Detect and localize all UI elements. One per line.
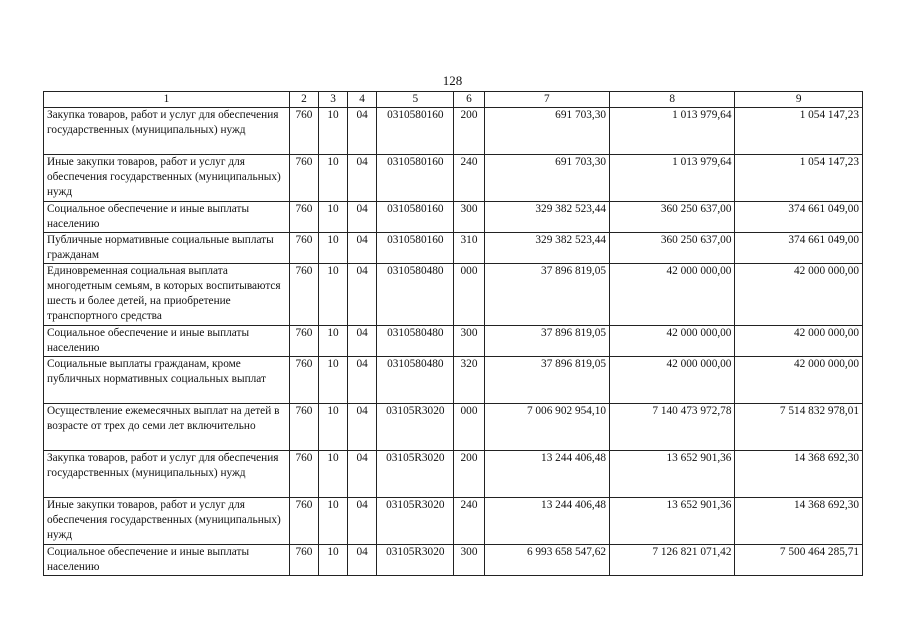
cell-expense-type: 200 xyxy=(454,451,484,498)
cell-target-article: 0310580160 xyxy=(377,233,454,264)
cell-section: 10 xyxy=(318,451,347,498)
cell-ministry-code: 760 xyxy=(289,326,318,357)
cell-target-article: 03105R3020 xyxy=(377,404,454,451)
table-row xyxy=(44,202,863,233)
cell-amount-col9: 1 054 147,23 xyxy=(735,108,863,155)
cell-expense-type: 240 xyxy=(454,155,484,202)
column-header: 1 xyxy=(44,92,290,108)
row-name: Публичные нормативные социальные выплаты гражданам xyxy=(44,233,290,264)
cell-subsection: 04 xyxy=(348,108,377,155)
cell-ministry-code: 760 xyxy=(289,498,318,545)
cell-amount-col8: 42 000 000,00 xyxy=(610,326,735,357)
cell-amount-col8: 1 013 979,64 xyxy=(610,155,735,202)
cell-expense-type: 320 xyxy=(454,357,484,404)
cell-target-article: 03105R3020 xyxy=(377,545,454,576)
cell-section: 10 xyxy=(318,545,347,576)
table-row xyxy=(44,326,863,357)
cell-section: 10 xyxy=(318,108,347,155)
column-header: 8 xyxy=(610,92,735,108)
cell-target-article: 0310580160 xyxy=(377,202,454,233)
column-header: 6 xyxy=(454,92,484,108)
cell-section: 10 xyxy=(318,498,347,545)
cell-amount-col8: 42 000 000,00 xyxy=(610,264,735,326)
cell-ministry-code: 760 xyxy=(289,155,318,202)
cell-ministry-code: 760 xyxy=(289,451,318,498)
column-header: 5 xyxy=(377,92,454,108)
cell-expense-type: 200 xyxy=(454,108,484,155)
row-name: Осуществление ежемесячных выплат на детей в возрасте от трех до семи лет включительно xyxy=(44,404,290,451)
cell-section: 10 xyxy=(318,404,347,451)
cell-expense-type: 310 xyxy=(454,233,484,264)
column-header: 3 xyxy=(318,92,347,108)
cell-amount-col9: 1 054 147,23 xyxy=(735,155,863,202)
cell-expense-type: 240 xyxy=(454,498,484,545)
cell-expense-type: 000 xyxy=(454,404,484,451)
cell-amount-col7: 691 703,30 xyxy=(484,108,609,155)
row-name: Социальное обеспечение и иные выплаты населению xyxy=(44,202,290,233)
cell-section: 10 xyxy=(318,357,347,404)
budget-table xyxy=(43,91,863,576)
cell-amount-col9: 14 368 692,30 xyxy=(735,451,863,498)
header-row xyxy=(44,92,863,108)
cell-amount-col9: 14 368 692,30 xyxy=(735,498,863,545)
cell-ministry-code: 760 xyxy=(289,404,318,451)
table-row xyxy=(44,233,863,264)
cell-amount-col8: 13 652 901,36 xyxy=(610,451,735,498)
cell-amount-col9: 374 661 049,00 xyxy=(735,233,863,264)
cell-subsection: 04 xyxy=(348,545,377,576)
column-header: 4 xyxy=(348,92,377,108)
cell-section: 10 xyxy=(318,155,347,202)
cell-section: 10 xyxy=(318,326,347,357)
table-row xyxy=(44,264,863,326)
cell-target-article: 0310580160 xyxy=(377,155,454,202)
cell-target-article: 03105R3020 xyxy=(377,451,454,498)
cell-subsection: 04 xyxy=(348,357,377,404)
cell-amount-col7: 13 244 406,48 xyxy=(484,451,609,498)
cell-subsection: 04 xyxy=(348,326,377,357)
cell-amount-col7: 6 993 658 547,62 xyxy=(484,545,609,576)
cell-ministry-code: 760 xyxy=(289,233,318,264)
cell-amount-col7: 37 896 819,05 xyxy=(484,357,609,404)
cell-subsection: 04 xyxy=(348,202,377,233)
cell-target-article: 0310580480 xyxy=(377,264,454,326)
cell-subsection: 04 xyxy=(348,451,377,498)
cell-subsection: 04 xyxy=(348,233,377,264)
cell-amount-col9: 374 661 049,00 xyxy=(735,202,863,233)
cell-amount-col8: 7 140 473 972,78 xyxy=(610,404,735,451)
table-row xyxy=(44,451,863,498)
row-name: Закупка товаров, работ и услуг для обеспечения государственных (муниципальных) нужд xyxy=(44,451,290,498)
cell-ministry-code: 760 xyxy=(289,545,318,576)
cell-amount-col9: 42 000 000,00 xyxy=(735,357,863,404)
row-name: Социальное обеспечение и иные выплаты населению xyxy=(44,545,290,576)
table-row xyxy=(44,155,863,202)
cell-expense-type: 300 xyxy=(454,202,484,233)
cell-amount-col8: 13 652 901,36 xyxy=(610,498,735,545)
table-row xyxy=(44,545,863,576)
cell-target-article: 0310580160 xyxy=(377,108,454,155)
cell-amount-col7: 329 382 523,44 xyxy=(484,202,609,233)
cell-section: 10 xyxy=(318,264,347,326)
cell-amount-col7: 37 896 819,05 xyxy=(484,326,609,357)
row-name: Иные закупки товаров, работ и услуг для обеспечения государственных (муниципальных) нужд xyxy=(44,155,290,202)
cell-amount-col8: 360 250 637,00 xyxy=(610,202,735,233)
row-name: Социальные выплаты гражданам, кроме публичных нормативных социальных выплат xyxy=(44,357,290,404)
cell-target-article: 03105R3020 xyxy=(377,498,454,545)
cell-amount-col7: 13 244 406,48 xyxy=(484,498,609,545)
table-row xyxy=(44,108,863,155)
cell-section: 10 xyxy=(318,202,347,233)
cell-amount-col8: 360 250 637,00 xyxy=(610,233,735,264)
cell-subsection: 04 xyxy=(348,264,377,326)
row-name: Иные закупки товаров, работ и услуг для обеспечения государственных (муниципальных) нужд xyxy=(44,498,290,545)
cell-target-article: 0310580480 xyxy=(377,326,454,357)
cell-amount-col8: 42 000 000,00 xyxy=(610,357,735,404)
row-name: Закупка товаров, работ и услуг для обеспечения государственных (муниципальных) нужд xyxy=(44,108,290,155)
cell-amount-col9: 7 500 464 285,71 xyxy=(735,545,863,576)
cell-amount-col7: 7 006 902 954,10 xyxy=(484,404,609,451)
cell-amount-col7: 329 382 523,44 xyxy=(484,233,609,264)
cell-amount-col8: 1 013 979,64 xyxy=(610,108,735,155)
cell-expense-type: 300 xyxy=(454,326,484,357)
table-row xyxy=(44,404,863,451)
column-header: 2 xyxy=(289,92,318,108)
cell-section: 10 xyxy=(318,233,347,264)
cell-ministry-code: 760 xyxy=(289,357,318,404)
cell-amount-col9: 7 514 832 978,01 xyxy=(735,404,863,451)
page-number: 128 xyxy=(442,73,463,88)
table-row xyxy=(44,498,863,545)
cell-amount-col7: 691 703,30 xyxy=(484,155,609,202)
row-name: Социальное обеспечение и иные выплаты населению xyxy=(44,326,290,357)
cell-target-article: 0310580480 xyxy=(377,357,454,404)
cell-amount-col7: 37 896 819,05 xyxy=(484,264,609,326)
cell-expense-type: 000 xyxy=(454,264,484,326)
column-header: 9 xyxy=(735,92,863,108)
row-name: Единовременная социальная выплата многодетным семьям, в которых воспитываются шесть и более детей, на приобретение транспортного средства xyxy=(44,264,290,326)
cell-subsection: 04 xyxy=(348,155,377,202)
cell-expense-type: 300 xyxy=(454,545,484,576)
column-header: 7 xyxy=(484,92,609,108)
table-row xyxy=(44,357,863,404)
cell-amount-col9: 42 000 000,00 xyxy=(735,264,863,326)
cell-ministry-code: 760 xyxy=(289,202,318,233)
cell-ministry-code: 760 xyxy=(289,108,318,155)
cell-amount-col9: 42 000 000,00 xyxy=(735,326,863,357)
cell-amount-col8: 7 126 821 071,42 xyxy=(610,545,735,576)
cell-subsection: 04 xyxy=(348,404,377,451)
cell-ministry-code: 760 xyxy=(289,264,318,326)
cell-subsection: 04 xyxy=(348,498,377,545)
